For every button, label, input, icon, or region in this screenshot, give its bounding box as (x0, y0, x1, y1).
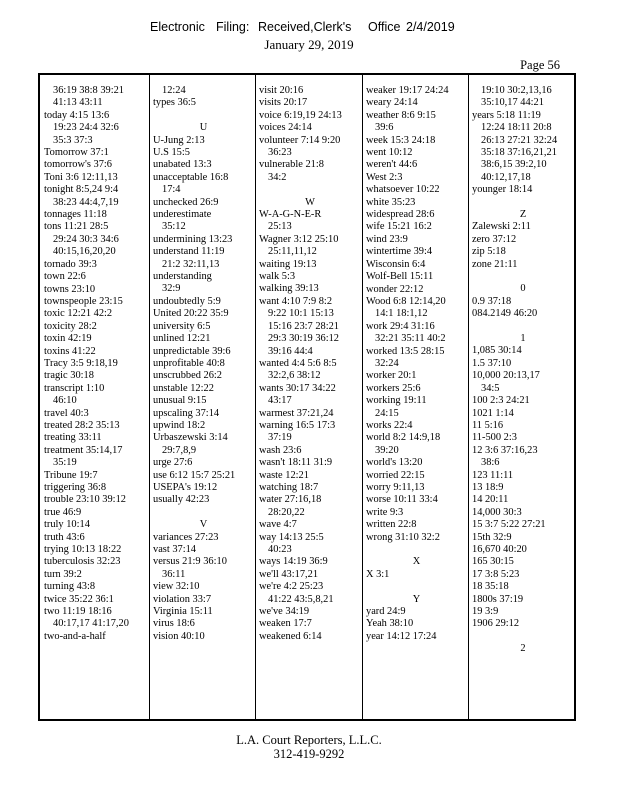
index-entry: works 22:4 (366, 419, 413, 431)
spacer (472, 197, 574, 209)
index-entry: weather 8:6 9:15 (366, 109, 436, 121)
index-entry: twice 35:22 36:1 (44, 593, 114, 605)
column-divider (255, 75, 256, 719)
index-entry: 1800s 37:19 (472, 593, 524, 605)
index-entry: wants 30:17 34:22 (259, 382, 336, 394)
index-entry: Wood 6:8 12:14,20 (366, 295, 446, 307)
index-entry: Wisconsin 6:4 (366, 258, 426, 270)
index-entry: 25:13 (268, 221, 292, 233)
index-entry: tonight 8:5,24 9:4 (44, 184, 119, 196)
page-number: Page 56 (520, 58, 560, 72)
stamp-received: Received,Clerk's (258, 20, 352, 34)
index-entry: unprofitable 40:8 (153, 357, 225, 369)
word-index-box (38, 73, 576, 721)
index-entry: trying 10:13 18:22 (44, 544, 122, 556)
index-entry: way 14:13 25:5 (259, 531, 324, 543)
index-entry: 39:16 44:4 (268, 345, 313, 357)
index-entry: United 20:22 35:9 (153, 308, 229, 320)
index-column-2 (153, 85, 254, 717)
spacer (472, 631, 574, 643)
index-entry: true 46:9 (44, 506, 82, 518)
index-entry: world's 13:20 (366, 457, 423, 469)
index-entry: turn 39:2 (44, 568, 82, 580)
index-letter-heading: Y (412, 593, 421, 605)
index-entry: vast 37:14 (153, 544, 197, 555)
column-divider (468, 75, 469, 719)
index-entry: worry 9:11,13 (366, 482, 425, 493)
index-entry: younger 18:14 (472, 184, 533, 196)
index-entry: ways 14:19 36:9 (259, 556, 328, 568)
index-entry: wintertime 39:4 (366, 246, 433, 258)
index-entry: 36:23 (268, 147, 292, 159)
spacer (259, 184, 361, 196)
index-entry: walk 5:3 (259, 271, 296, 283)
index-entry: 1021 1:14 (472, 407, 514, 419)
index-entry: 32:24 (375, 357, 399, 369)
index-entry: undoubtedly 5:9 (153, 295, 221, 307)
index-entry: 14:1 18:1,12 (375, 308, 428, 320)
index-entry: world 8:2 14:9,18 (366, 432, 441, 444)
index-entry: zero 37:12 (472, 233, 517, 245)
index-entry: 100 2:3 24:21 (472, 395, 530, 407)
index-entry: waste 12:21 (259, 469, 309, 481)
index-entry: 17:4 (162, 184, 181, 196)
index-entry: versus 21:9 36:10 (153, 556, 227, 568)
index-entry: 35:10,17 44:21 (481, 97, 544, 109)
index-entry: 1,085 30:14 (472, 345, 522, 357)
index-entry: triggering 36:8 (44, 482, 107, 493)
index-entry: two 11:19 18:16 (44, 606, 112, 618)
index-entry: 1906 29:12 (472, 618, 520, 630)
index-entry: Wagner 3:12 25:10 (259, 233, 339, 245)
index-entry: 11-500 2:3 (472, 432, 517, 444)
index-entry: 21:2 32:11,13 (162, 258, 220, 270)
column-divider (149, 75, 150, 719)
index-entry: U-Jung 2:13 (153, 134, 205, 146)
index-entry: 12 3:6 37:16,23 (472, 444, 538, 456)
index-entry: 35:3 37:3 (53, 134, 93, 146)
index-entry: treated 28:2 35:13 (44, 419, 120, 431)
index-entry: wanted 4:4 5:6 8:5 (259, 357, 337, 369)
index-entry: 29:24 30:3 34:6 (53, 233, 119, 245)
index-entry: West 2:3 (366, 171, 403, 183)
index-entry: 1.5 37:10 (472, 357, 512, 369)
stamp-electronic: Electronic (150, 20, 205, 34)
index-entry: 38:6,15 39:2,10 (481, 159, 547, 171)
index-entry: tons 11:21 28:5 (44, 221, 109, 233)
index-entry: usually 42:23 (153, 494, 210, 506)
index-entry: 19:23 24:4 32:6 (53, 122, 119, 134)
index-entry: wave 4:7 (259, 519, 297, 531)
index-entry: 36:11 (162, 568, 186, 580)
index-entry: year 14:12 17:24 (366, 630, 437, 642)
index-entry: worked 13:5 28:15 (366, 345, 445, 357)
index-entry: written 22:8 (366, 519, 417, 531)
index-entry: Tomorrow 37:1 (44, 147, 109, 159)
footer (0, 733, 618, 761)
index-entry: 41:13 43:11 (53, 97, 103, 109)
index-entry: 123 11:11 (472, 469, 514, 481)
index-entry: unpredictable 39:6 (153, 345, 231, 357)
index-entry: 15 3:7 5:22 27:21 (472, 519, 546, 531)
index-entry: 14,000 30:3 (472, 506, 522, 518)
index-entry: 35:18 37:16,21,21 (481, 147, 557, 159)
index-entry: wrong 31:10 32:2 (366, 531, 440, 543)
court-reporter-phone: 312-419-9292 (273, 747, 345, 761)
court-reporter-name: L.A. Court Reporters, L.L.C. (236, 733, 382, 747)
index-entry: zone 21:11 (472, 258, 518, 270)
index-entry: 18 35:18 (472, 581, 509, 593)
index-entry: variances 27:23 (153, 531, 219, 543)
index-entry: 15:16 23:7 28:21 (268, 320, 340, 332)
index-entry: tornado 39:3 (44, 258, 97, 270)
index-entry: upscaling 37:14 (153, 407, 220, 419)
index-entry: travel 40:3 (44, 407, 89, 419)
index-entry: transcript 1:10 (44, 382, 105, 394)
index-entry: working 19:11 (366, 395, 427, 407)
index-entry: wasn't 18:11 31:9 (259, 457, 333, 469)
index-entry: unstable 12:22 (153, 382, 214, 394)
column-divider (362, 75, 363, 719)
spacer (472, 271, 574, 283)
index-entry: weakened 6:14 (259, 630, 322, 642)
index-entry: toxic 12:21 42:2 (44, 308, 113, 320)
index-column-1 (44, 85, 148, 717)
index-entry: 41:22 43:5,8,21 (268, 593, 334, 605)
index-entry: truly 10:14 (44, 519, 90, 531)
index-entry: understand 11:19 (153, 246, 225, 258)
index-entry: treatment 35:14,17 (44, 444, 123, 456)
index-entry: 39:20 (375, 444, 399, 456)
index-entry: years 5:18 11:19 (472, 109, 541, 121)
index-entry: 32:9 (162, 283, 181, 295)
index-entry: undermining 13:23 (153, 233, 233, 245)
index-entry: 9:22 10:1 15:13 (268, 308, 334, 320)
index-entry: unacceptable 16:8 (153, 171, 229, 183)
index-entry: workers 25:6 (366, 382, 421, 394)
index-entry: towns 23:10 (44, 283, 96, 295)
index-letter-heading: U (199, 122, 208, 134)
index-entry: university 6:5 (153, 320, 211, 332)
index-letter-heading: Z (519, 209, 527, 221)
index-entry: unusual 9:15 (153, 395, 207, 407)
index-entry: zip 5:18 (472, 246, 506, 258)
stamp-date: 2/4/2019 (406, 20, 455, 34)
index-entry: Wolf-Bell 15:11 (366, 271, 434, 283)
spacer (153, 110, 254, 122)
index-entry: U.S 15:5 (153, 147, 190, 159)
index-letter-heading: W (305, 196, 315, 208)
index-entry: Zalewski 2:11 (472, 221, 531, 233)
index-entry: weaker 19:17 24:24 (366, 85, 449, 96)
index-entry: 19 3:9 (472, 606, 499, 618)
index-entry: 13 18:9 (472, 481, 504, 493)
index-entry: toxicity 28:2 (44, 320, 97, 332)
index-entry: types 36:5 (153, 97, 197, 109)
index-entry: truth 43:6 (44, 531, 85, 543)
index-entry: 28:20,22 (268, 506, 305, 518)
index-entry: warmest 37:21,24 (259, 407, 334, 419)
index-entry: we'll 43:17,21 (259, 568, 319, 580)
stamp-filing: Filing: (216, 20, 250, 34)
index-entry: 46:10 (53, 395, 77, 407)
index-entry: Tracy 3:5 9:18,19 (44, 357, 118, 369)
index-entry: 29:7,8,9 (162, 444, 197, 456)
index-entry: waiting 19:13 (259, 258, 317, 270)
index-entry: toxin 42:19 (44, 333, 92, 345)
index-entry: whatsoever 10:22 (366, 184, 440, 196)
index-entry: watching 18:7 (259, 481, 319, 493)
index-letter-heading: 1 (520, 333, 526, 345)
index-entry: tragic 30:18 (44, 370, 94, 382)
index-entry: voice 6:19,19 24:13 (259, 109, 342, 121)
spacer (366, 544, 467, 556)
index-entry: two-and-a-half (44, 630, 106, 642)
index-entry: worried 22:15 (366, 469, 425, 481)
index-entry: week 15:3 24:18 (366, 134, 436, 146)
index-entry: 14 20:11 (472, 494, 509, 506)
index-entry: violation 33:7 (153, 593, 212, 605)
spacer (366, 581, 467, 593)
index-entry: tomorrow's 37:6 (44, 159, 112, 171)
index-entry: vulnerable 21:8 (259, 159, 324, 171)
index-entry: work 29:4 31:16 (366, 320, 435, 332)
index-entry: upwind 18:2 (153, 419, 206, 431)
index-entry: warning 16:5 17:3 (259, 419, 336, 431)
index-entry: water 27:16,18 (259, 494, 322, 506)
index-entry: treating 33:11 (44, 432, 102, 444)
index-entry: wonder 22:12 (366, 283, 424, 295)
index-letter-heading: V (199, 519, 208, 531)
index-entry: tuberculosis 32:23 (44, 556, 121, 568)
spacer (153, 507, 254, 519)
index-entry: 26:13 27:21 32:24 (481, 134, 558, 146)
index-entry: widespread 28:6 (366, 209, 435, 221)
index-entry: 084.2149 46:20 (472, 308, 538, 320)
index-entry: we're 4:2 25:23 (259, 581, 324, 593)
index-entry: 19:10 30:2,13,16 (481, 85, 552, 96)
index-entry: walking 39:13 (259, 283, 319, 295)
index-entry: went 10:12 (366, 147, 413, 159)
index-entry: trouble 23:10 39:12 (44, 494, 126, 506)
index-entry: 35:19 (53, 457, 77, 469)
index-entry: unchecked 26:9 (153, 196, 219, 208)
index-entry: voices 24:14 (259, 122, 312, 134)
index-entry: townspeople 23:15 (44, 295, 123, 307)
index-entry: 165 30:15 (472, 556, 514, 568)
index-entry: 29:3 30:19 36:12 (268, 333, 340, 345)
index-entry: 39:6 (375, 122, 394, 134)
index-entry: 36:19 38:8 39:21 (53, 85, 125, 96)
index-letter-heading: 0 (520, 283, 526, 295)
index-entry: volunteer 7:14 9:20 (259, 134, 341, 146)
index-entry: want 4:10 7:9 8:2 (259, 295, 333, 307)
index-entry: use 6:12 15:7 25:21 (153, 469, 236, 481)
index-entry: Tribune 19:7 (44, 469, 98, 481)
index-entry: X 3:1 (366, 568, 390, 580)
index-entry: 43:17 (268, 395, 292, 407)
index-entry: 35:12 (162, 221, 186, 233)
index-entry: understanding (153, 271, 212, 283)
index-entry: write 9:3 (366, 506, 404, 518)
index-entry: turning 43:8 (44, 581, 96, 593)
index-entry: visit 20:16 (259, 85, 304, 96)
index-entry: virus 18:6 (153, 618, 195, 630)
index-entry: 12:24 18:11 20:8 (481, 122, 552, 134)
index-entry: today 4:15 13:6 (44, 109, 110, 121)
index-entry: weary 24:14 (366, 97, 418, 109)
index-entry: Yeah 38:10 (366, 618, 414, 630)
index-entry: 40:23 (268, 544, 292, 556)
index-entry: worse 10:11 33:4 (366, 494, 438, 506)
index-entry: worker 20:1 (366, 370, 417, 382)
index-entry: 34:5 (481, 382, 500, 394)
index-entry: unabated 13:3 (153, 159, 212, 171)
index-entry: wind 23:9 (366, 233, 408, 245)
index-entry: 37:19 (268, 432, 292, 444)
transcript-date: January 29, 2019 (264, 37, 354, 52)
filing-stamp (0, 20, 618, 36)
stamp-office: Office (368, 20, 401, 34)
spacer (472, 321, 574, 333)
index-entry: USEPA's 19:12 (153, 481, 218, 493)
index-entry: 38:6 (481, 457, 500, 469)
index-column-5 (472, 85, 574, 717)
index-entry: vision 40:10 (153, 630, 205, 642)
index-entry: 16,670 40:20 (472, 543, 527, 555)
index-entry: Virginia 15:11 (153, 606, 213, 618)
index-entry: 38:23 44:4,7,19 (53, 196, 119, 208)
index-entry: tonnages 11:18 (44, 209, 107, 221)
index-entry: 40:15,16,20,20 (53, 246, 116, 258)
index-entry: urge 27:6 (153, 457, 193, 469)
index-entry: 12:24 (162, 85, 186, 96)
index-entry: 11 5:16 (472, 419, 504, 431)
index-entry: 0.9 37:18 (472, 295, 512, 307)
index-entry: 40:17,17 41:17,20 (53, 618, 129, 630)
index-entry: unlined 12:21 (153, 333, 211, 345)
index-entry: view 32:10 (153, 581, 200, 593)
index-column-4 (366, 85, 467, 717)
index-entry: 15th 32:9 (472, 531, 512, 543)
index-entry: 10,000 20:13,17 (472, 370, 540, 382)
index-column-3 (259, 85, 361, 717)
index-entry: visits 20:17 (259, 97, 308, 109)
index-entry: underestimate (153, 209, 212, 221)
index-entry: 32:21 35:11 40:2 (375, 333, 446, 345)
index-entry: 40:12,17,18 (481, 171, 531, 183)
index-letter-heading: X (412, 556, 421, 568)
index-entry: weren't 44:6 (366, 159, 418, 171)
index-entry: 25:11,11,12 (268, 246, 317, 258)
index-entry: weaken 17:7 (259, 618, 312, 630)
index-letter-heading: 2 (520, 643, 526, 655)
index-entry: we've 34:19 (259, 606, 310, 618)
index-entry: Urbaszewski 3:14 (153, 432, 228, 444)
index-entry: Toni 3:6 12:11,13 (44, 171, 118, 183)
index-entry: unscrubbed 26:2 (153, 370, 222, 382)
index-entry: town 22:6 (44, 271, 86, 283)
index-entry: 34:2 (268, 171, 287, 183)
index-entry: 32:2,6 38:12 (268, 370, 321, 382)
index-entry: 24:15 (375, 407, 399, 419)
index-entry: toxins 41:22 (44, 345, 96, 357)
index-entry: wife 15:21 16:2 (366, 221, 432, 233)
index-entry: W-A-G-N-E-R (259, 209, 322, 221)
index-entry: 17 3:8 5:23 (472, 568, 520, 580)
index-entry: wash 23:6 (259, 444, 302, 456)
index-entry: white 35:23 (366, 196, 416, 208)
index-entry: yard 24:9 (366, 606, 406, 618)
